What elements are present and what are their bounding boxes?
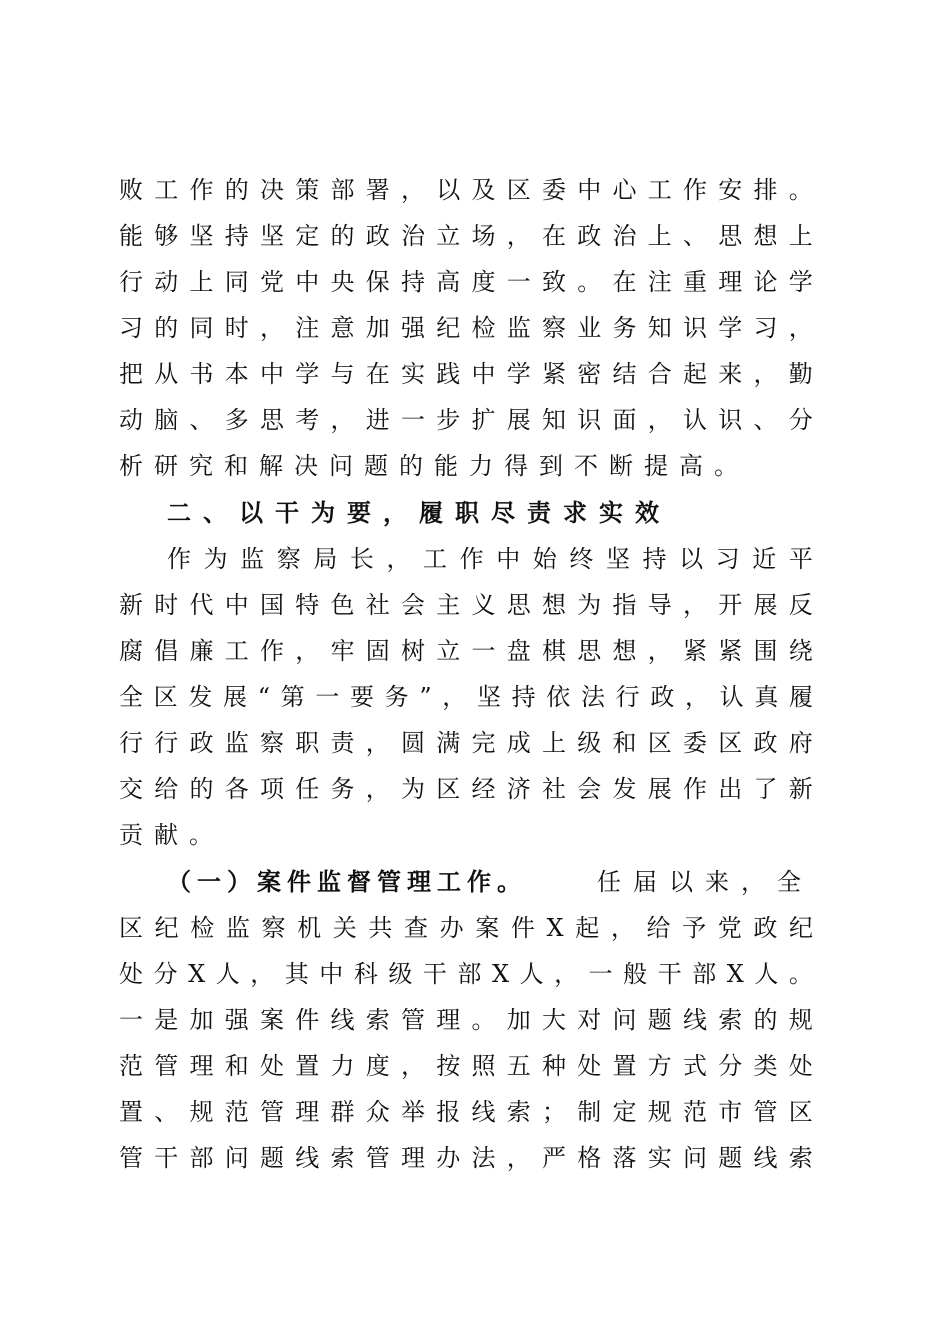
body-line: 析研究和解决问题的能力得到不断提高。 [119,452,749,480]
body-line: 全 区 发 展 “ 第 一 要 务 ” ， 坚 持 依 法 行 政 ， 认 真 履 [119,683,813,711]
body-line: 贡献。 [119,821,224,849]
body-line: 习 的 同 时 ， 注 意 加 强 纪 检 监 察 业 务 知 识 学 习 ， [119,314,813,342]
body-line: 动 脑 、 多 思 考 ， 进 一 步 扩 展 知 识 面 ， 认 识 、 分 [119,406,813,434]
subsection-heading: （一）案件监督管理工作。 [167,868,527,896]
body-line: 范 管 理 和 处 置 力 度 ， 按 照 五 种 处 置 方 式 分 类 处 [119,1052,813,1080]
body-line: 把 从 书 本 中 学 与 在 实 践 中 学 紧 密 结 合 起 来 ， 勤 [119,360,813,388]
body-line: 腐 倡 廉 工 作 ， 牢 固 树 立 一 盘 棋 思 想 ， 紧 紧 围 绕 [119,637,813,665]
body-line: 一 是 加 强 案 件 线 索 管 理 。 加 大 对 问 题 线 索 的 规 [119,1006,813,1034]
body-line: 区 纪 检 监 察 机 关 共 查 办 案 件 X 起 ， 给 予 党 政 纪 [119,914,813,942]
body-line: 管 干 部 问 题 线 索 管 理 办 法 ， 严 格 落 实 问 题 线 索 [119,1144,813,1172]
section-heading: 二、以干为要，履职尽责求实效 [167,499,671,527]
body-text: 任届以来，全 [597,868,813,896]
body-line: 交 给 的 各 项 任 务 ， 为 区 经 济 社 会 发 展 作 出 了 新 [119,775,813,803]
body-line: 置 、 规 范 管 理 群 众 举 报 线 索 ； 制 定 规 范 市 管 区 [119,1098,813,1126]
body-line: 行 行 政 监 察 职 责 ， 圆 满 完 成 上 级 和 区 委 区 政 府 [119,729,813,757]
body-line: 新 时 代 中 国 特 色 社 会 主 义 思 想 为 指 导 ， 开 展 反 [119,591,813,619]
body-line: 能 够 坚 持 坚 定 的 政 治 立 场 ， 在 政 治 上 、 思 想 上 [119,222,813,250]
body-line: 败 工 作 的 决 策 部 署 ， 以 及 区 委 中 心 工 作 安 排 。 [119,176,813,204]
subsection-line [167,859,813,905]
body-line: 作 为 监 察 局 长 ， 工 作 中 始 终 坚 持 以 习 近 平 [167,545,813,573]
body-line: 处 分 X 人 ， 其 中 科 级 干 部 X 人 ， 一 般 干 部 X 人 。 [119,960,813,988]
body-line: 行 动 上 同 党 中 央 保 持 高 度 一 致 。 在 注 重 理 论 学 [119,268,813,296]
